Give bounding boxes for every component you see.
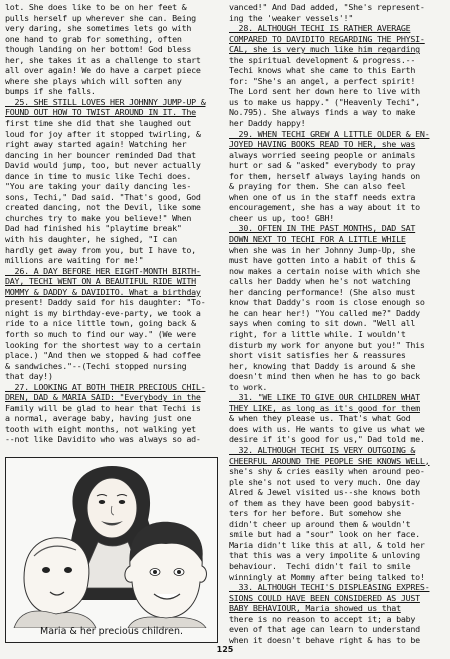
- text-line: Alred & Jewel visited us--she knows both: [229, 487, 420, 498]
- text-line: ters for her before. But somehow she: [229, 508, 401, 519]
- text-line: her, knowing that Daddy is around & she: [229, 360, 416, 371]
- text-line: bumps if she falls.: [5, 86, 96, 97]
- text-line: says when coming to sit down. "Well all: [229, 318, 416, 329]
- text-line: CHEERFUL AROUND THE PEOPLE SHE KNOWS WELL,: [229, 455, 430, 466]
- text-line: & when they please us. That's what God: [229, 413, 411, 424]
- text-line: Techi knows what she came to this Earth: [229, 65, 416, 76]
- text-line: the spiritual development & progress.--: [229, 54, 416, 65]
- text-line: "You are taking your daily dancing les-: [5, 181, 192, 192]
- text-line: ple she's not used to very much. One day: [229, 476, 420, 487]
- text-line: looking for the shortest way to a certain: [5, 339, 201, 350]
- text-line: does with us. He wants to give us what we: [229, 423, 425, 434]
- text-line: now makes a certain noise with which she: [229, 265, 420, 276]
- text-line: millions are waiting for me!": [5, 255, 144, 266]
- text-line: to work.: [229, 381, 268, 392]
- text-line: 29. WHEN TECHI GREW A LITTLE OLDER & EN-: [229, 128, 430, 139]
- text-line: right, for a little while. I wouldn't: [229, 328, 406, 339]
- text-line: encouragement, she has a way about it to: [229, 202, 420, 213]
- text-line: disturb my work for anyone but you!" This: [229, 339, 425, 350]
- text-line: present! Daddy said for his daughter: "To-: [5, 297, 206, 308]
- photo-caption: Maria & her precious children.: [40, 626, 183, 637]
- text-line: there is no reason to accept it; a baby: [229, 613, 416, 624]
- text-line: DREN, DAD & MARIA SAID: "Everybody in the: [5, 392, 201, 403]
- text-line: Maria didn't like this at all, & told her: [229, 539, 425, 550]
- text-line: short visit satisfies her & reassures: [229, 350, 406, 361]
- text-line: desire if it's good for us," Dad told me.: [229, 434, 425, 445]
- text-line: THEY LIKE, as long as it's good for them: [229, 402, 420, 413]
- text-line: her, she takes it as a challenge to start: [5, 54, 201, 65]
- text-line: tooth with eight months, not walking yet: [5, 423, 196, 434]
- text-line: hurt or sad & "asked" everybody to pray: [229, 160, 416, 171]
- text-line: vanced!" And Dad added, "She's represent-: [229, 2, 425, 12]
- text-line: that this was a very impolite & unloving: [229, 550, 420, 561]
- text-line: The Lord sent her down here to live with: [229, 86, 420, 97]
- text-line: right away started again! Watching her: [5, 139, 187, 150]
- text-line: 25. SHE STILL LOVES HER JOHNNY JUMP-UP &: [5, 96, 206, 107]
- text-line: when one of us in the staff needs extra: [229, 191, 416, 202]
- text-line: FOUND OUT HOW TO TWIST AROUND IN IT. The: [5, 107, 196, 118]
- text-line: when it doesn't behave right & has to be: [229, 634, 420, 645]
- text-line: 31. "WE LIKE TO GIVE OUR CHILDREN WHAT: [229, 392, 420, 403]
- text-line: dancing in her bouncer reminded Dad that: [5, 149, 196, 160]
- text-line: that day!): [5, 371, 53, 382]
- page-number: 125: [216, 645, 234, 654]
- text-line: created dancing, not the Devil, like some: [5, 202, 201, 213]
- text-line: a normal, average baby, having just one: [5, 413, 192, 424]
- right-column: [229, 2, 448, 645]
- text-line: BABY BEHAVIOUR, Maria showed us that: [229, 603, 401, 614]
- text-line: Family will be glad to hear that Techi is: [5, 402, 201, 413]
- text-line: she's shy & cries easily when around peo-: [229, 466, 425, 477]
- text-line: churches try to make you believe!" When: [5, 212, 192, 223]
- text-line: DAY, TECHI WENT ON A BEAUTIFUL RIDE WITH: [5, 276, 196, 287]
- text-line: No.795). She always finds a way to make: [229, 107, 416, 118]
- text-line: forth so much to find our way." (We were: [5, 328, 196, 339]
- text-line: loud for joy after it stopped twirling, &: [5, 128, 201, 139]
- text-line: must have gotten into a habit of this &: [229, 255, 416, 266]
- text-line: cheer us up, too! GBH!: [229, 212, 335, 223]
- text-line: COMPARED TO DAVIDITO REGARDING THE PHYSI-: [229, 33, 425, 44]
- text-line: JOYED HAVING BOOKS READ TO HER, she was: [229, 139, 416, 150]
- text-line: DOWN NEXT TO TECHI FOR A LITTLE WHILE: [229, 234, 406, 245]
- text-line: know that Daddy's room is close enough so: [229, 297, 425, 308]
- text-line: 32. ALTHOUGH TECHI IS VERY OUTGOING &: [229, 444, 416, 455]
- text-line: for: "She's an angel, a perfect spirit!: [229, 75, 416, 86]
- text-line: 30. OFTEN IN THE PAST MONTHS, DAD SAT: [229, 223, 416, 234]
- text-line: --not like Davidito who was always so ad-: [5, 434, 201, 445]
- text-line: SIONS COULD HAVE BEEN CONSIDERED AS JUST: [229, 592, 420, 603]
- text-line: of them as they have been good babysit-: [229, 497, 416, 508]
- text-line: 26. A DAY BEFORE HER EIGHT-MONTH BIRTH-: [5, 265, 201, 276]
- text-line: didn't cheer up around them & wouldn't: [229, 518, 411, 529]
- text-line: first time she did that she laughed out: [5, 118, 192, 129]
- text-line: doesn't mind then when he has to go back: [229, 371, 420, 382]
- text-line: 28. ALTHOUGH TECHI IS RATHER AVERAGE: [229, 23, 411, 34]
- text-line: night is my birthday-eve-party, we took a: [5, 307, 201, 318]
- text-line: behaviour. Techi didn't fail to smile: [229, 560, 411, 571]
- text-line: winningly at Mommy after being talked to!: [229, 571, 425, 582]
- text-line: though landing on her bottom! God bless: [5, 44, 192, 55]
- text-line: CAL, she is very much like him regarding: [229, 44, 420, 55]
- text-line: MOMMY & DADDY & DAVIDITO. What a birthday: [5, 286, 201, 297]
- text-line: one hand to grab for something, often: [5, 33, 182, 44]
- text-line: all over again! We do have a carpet piece: [5, 65, 201, 76]
- left-column: [5, 2, 221, 445]
- text-line: Dad had finished his "playtime break": [5, 223, 182, 234]
- text-line: ing the 'weaker vessels'!": [229, 12, 354, 23]
- text-line: when she was in her Johnny Jump-Up, she: [229, 244, 416, 255]
- text-line: where she plays which will soften any: [5, 75, 182, 86]
- family-drawing: [6, 458, 217, 628]
- text-line: 33. ALTHOUGH TECHI'S DISPLEASING EXPRES-: [229, 582, 430, 593]
- text-line: lot. She does like to be on her feet &: [5, 2, 187, 12]
- text-line: & praying for them. She can also feel: [229, 181, 406, 192]
- text-line: David would jump, too, but never actually: [5, 160, 201, 171]
- text-line: dance in time to music like Techi does.: [5, 170, 192, 181]
- text-line: always worried seeing people or animals: [229, 149, 416, 160]
- text-line: us to make us happy." ("Heavenly Techi",: [229, 96, 420, 107]
- text-line: smile but had a "sour" look on her face.: [229, 529, 420, 540]
- text-line: with his daughter, he sighed, "I can: [5, 234, 177, 245]
- text-line: even of that age can learn to understand: [229, 624, 420, 635]
- text-line: calls her Daddy when he's not watching: [229, 276, 411, 287]
- text-line: for them, herself always laying hands on: [229, 170, 420, 181]
- text-line: her dancing performance! (She also must: [229, 286, 416, 297]
- text-line: & sandwiches."--(Techi stopped nursing: [5, 360, 187, 371]
- text-line: ride to a nice little town, going back &: [5, 318, 196, 329]
- text-line: her Daddy happy!: [229, 118, 306, 129]
- text-line: 27. LOOKING AT BOTH THEIR PRECIOUS CHIL-: [5, 381, 206, 392]
- family-photo: [5, 457, 218, 643]
- text-line: very daring, she sometimes lets go with: [5, 23, 192, 34]
- text-line: hardly get away from you, but I have to,: [5, 244, 196, 255]
- text-line: he can hear her!) "You called me?" Daddy: [229, 307, 420, 318]
- text-line: place.) "And then we stopped & had coffee: [5, 350, 201, 361]
- text-line: sons, Techi," Dad said. "That's good, God: [5, 191, 201, 202]
- text-line: pulls herself up wherever she can. Being: [5, 12, 196, 23]
